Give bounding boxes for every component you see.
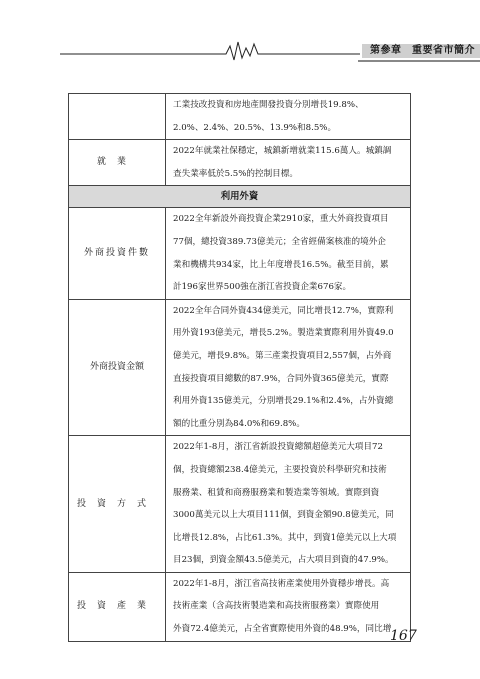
page-number: 167: [390, 628, 417, 644]
row-label-investment-method: 投資方式: [69, 436, 166, 573]
content-line: 查失業率低於5.5%的控制目標。: [173, 168, 298, 179]
table-row: [69, 94, 411, 140]
page-header: [60, 40, 475, 62]
content-line: 用外資193億美元，增長5.2%。製造業實際利用外資49.0: [173, 328, 394, 339]
content-line: 億美元，增長9.8%。第三產業投資項目2,557個，占外商: [173, 350, 392, 361]
content-line: 3000萬美元以上大項目111個，到資金額90.8億美元，同: [173, 510, 394, 521]
content-line: 2.0%、2.4%、20.5%、13.9%和8.5%。: [173, 122, 337, 133]
row-label-fdi-amount: 外商投資金額: [69, 299, 166, 436]
row-label-employment: 就業: [69, 140, 166, 186]
content-line: 比增長12.8%，占比61.3%。其中，到資1億美元以上大項: [173, 532, 397, 543]
table-row: [69, 208, 411, 299]
chapter-title: 第參章 重要省市簡介: [362, 44, 480, 58]
row-label-fdi-count: 外商投資件數: [69, 208, 166, 299]
table-row: [69, 436, 411, 573]
row-content: [166, 208, 411, 299]
content-line: 2022年1-8月，浙江省新設投資總額超億美元大項目72: [173, 442, 383, 453]
content-line: 2022年就業社保穩定，城鎮新增就業115.6萬人。城鎮調: [173, 146, 392, 157]
province-info-table: [68, 93, 411, 642]
content-line: 77個，總投資389.73億美元；全省經備案核准的境外企: [173, 236, 386, 247]
content-line: 外資72.4億美元，占全省實際使用外資的48.9%，同比增: [173, 624, 392, 635]
header-underline: [358, 60, 480, 62]
row-content: [166, 94, 411, 140]
content-line: 利用外資135億美元，分別增長29.1%和2.4%，占外資總: [173, 396, 394, 407]
row-content: [166, 436, 411, 573]
content-line: 目23個，到資金額43.5億美元，占大項目到資的47.9%。: [173, 555, 394, 566]
content-line: 服務業、租賃和商務服務業和製造業等領域。實際到資: [173, 487, 380, 498]
table-row: [69, 572, 411, 641]
row-content: [166, 299, 411, 436]
content-line: 2022全年新設外商投資企業2910家，重大外商投資項目: [173, 214, 389, 225]
content-line: 個，投資總額238.4億美元，主要投資於科學研究和技術: [173, 464, 387, 475]
content-line: 計196家世界500強在浙江省投資企業676家。: [173, 282, 352, 293]
section-header-row: [69, 186, 411, 208]
content-line: 2022年1-8月，浙江省高技術產業使用外資穩步增長。高: [173, 578, 390, 589]
section-title: 利用外資: [69, 186, 411, 208]
table-row: [69, 140, 411, 186]
row-content: [166, 140, 411, 186]
content-line: 2022全年合同外資434億美元，同比增長12.7%，實際利: [173, 305, 394, 316]
row-content: [166, 572, 411, 641]
content-line: 技術產業（含高技術製造業和高技術服務業）實際使用: [173, 601, 380, 612]
content-line: 直接投資項目總數的87.9%，合同外資365億美元，實際: [173, 373, 389, 384]
content-line: 額的比重分別為84.0%和69.8%。: [173, 418, 305, 429]
heartbeat-line-icon: [60, 40, 360, 62]
row-label: [69, 94, 166, 140]
content-line: 工業技改投資和房地產開發投資分別增長19.8%、: [173, 100, 364, 110]
content-line: 業和機構共934家，比上年度增長16.5%。截至目前，累: [173, 259, 389, 270]
row-label-investment-industry: 投資產業: [69, 572, 166, 641]
table-row: [69, 299, 411, 436]
